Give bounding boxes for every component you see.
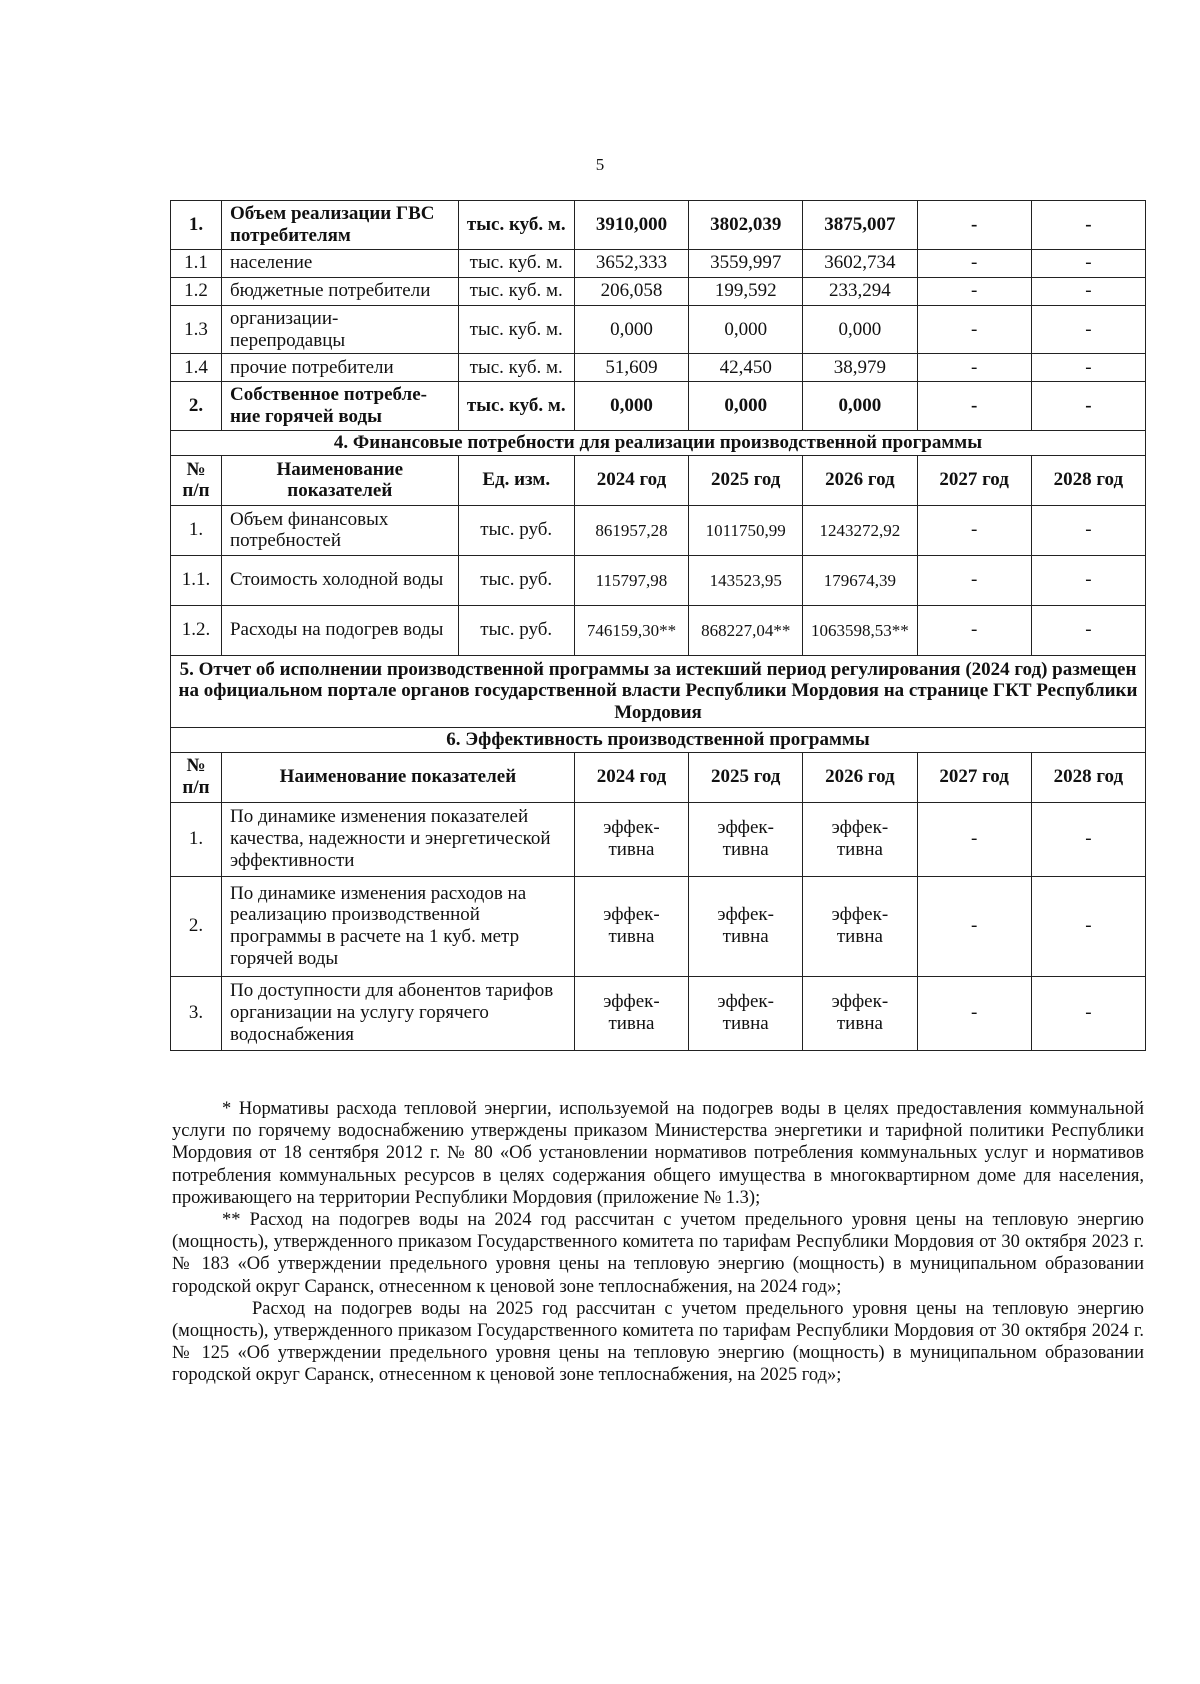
row-number: 2. bbox=[171, 382, 222, 431]
value-2028: - bbox=[1031, 505, 1145, 555]
header-row bbox=[171, 455, 1146, 505]
value-2026: эффек-тивна bbox=[803, 976, 917, 1050]
section-5-title: 5. Отчет об исполнении производственной программы за истекший период регулирования (2024 год) размещен на официальном портале органов государственной власти Республики Мордовия на странице ГКТ Республики Мордовия bbox=[171, 655, 1146, 727]
footnote-1: * Нормативы расхода тепловой энергии, используемой на подогрев воды в целях предоставления коммунальной услуги по горячему водоснабжению утверждены приказом Министерства энергетики и тарифной политики Республики Мордовия от 18 сентября 2012 г. № 80 «Об установлении нормативов потребления коммунальных услуг и нормативов потребления коммунальных ресурсов в целях содержания общего имущества в многоквартирном доме для населения, проживающего на территории Республики Мордовия (приложение № 1.3); bbox=[172, 1099, 1144, 1208]
row-unit: тыс. куб. м. bbox=[458, 354, 574, 382]
value-2024: эффек-тивна bbox=[574, 876, 688, 976]
value-2025: 0,000 bbox=[689, 382, 803, 431]
table-row bbox=[171, 277, 1146, 305]
header-row bbox=[171, 752, 1146, 802]
value-2026: 3875,007 bbox=[803, 201, 917, 250]
value-2024: 0,000 bbox=[574, 305, 688, 354]
row-unit: тыс. руб. bbox=[458, 555, 574, 605]
row-unit: тыс. куб. м. bbox=[458, 201, 574, 250]
header-2027: 2027 год bbox=[917, 455, 1031, 505]
table-row bbox=[171, 555, 1146, 605]
value-2028: - bbox=[1031, 555, 1145, 605]
section-4-title: 4. Финансовые потребности для реализации производственной программы bbox=[171, 431, 1146, 456]
table-row bbox=[171, 201, 1146, 250]
header-2024: 2024 год bbox=[574, 455, 688, 505]
section-6-title: 6. Эффективность производственной программы bbox=[171, 727, 1146, 752]
value-2025: эффек-тивна bbox=[689, 976, 803, 1050]
value-2025: 3802,039 bbox=[689, 201, 803, 250]
value-2025: 143523,95 bbox=[689, 555, 803, 605]
value-2028: - bbox=[1031, 277, 1145, 305]
value-2024: 206,058 bbox=[574, 277, 688, 305]
value-2027: - bbox=[917, 976, 1031, 1050]
value-2026: 0,000 bbox=[803, 382, 917, 431]
value-2028: - bbox=[1031, 249, 1145, 277]
row-name: По динамике изменения показателей качества, надежности и энергетической эффективности bbox=[221, 802, 574, 876]
table-row bbox=[171, 802, 1146, 876]
header-name: Наименование показателей bbox=[221, 752, 574, 802]
value-2027: - bbox=[917, 382, 1031, 431]
table-row bbox=[171, 354, 1146, 382]
value-2028: - bbox=[1031, 976, 1145, 1050]
row-name: Объем реализации ГВС потребителям bbox=[221, 201, 458, 250]
footnote-2: ** Расход на подогрев воды на 2024 год рассчитан с учетом предельного уровня цены на тепловую энергию (мощность), утвержденного приказом Государственного комитета по тарифам Республики Мордовия от 30 октября 2023 г. № 183 «Об утверждении предельного уровня цены на тепловую энергию (мощность) в муниципальном образовании городской округ Саранск, отнесенном к ценовой зоне теплоснабжения, на 2024 год»; bbox=[172, 1209, 1144, 1297]
value-2024: эффек-тивна bbox=[574, 802, 688, 876]
header-number: № п/п bbox=[171, 455, 222, 505]
row-number: 2. bbox=[171, 876, 222, 976]
row-unit: тыс. куб. м. bbox=[458, 277, 574, 305]
value-2024: 861957,28 bbox=[574, 505, 688, 555]
row-unit: тыс. куб. м. bbox=[458, 249, 574, 277]
row-unit: тыс. куб. м. bbox=[458, 382, 574, 431]
row-unit: тыс. руб. bbox=[458, 505, 574, 555]
table-row bbox=[171, 605, 1146, 655]
value-2026: 1243272,92 bbox=[803, 505, 917, 555]
value-2026: эффек-тивна bbox=[803, 876, 917, 976]
program-table bbox=[170, 200, 1146, 1051]
value-2026: 38,979 bbox=[803, 354, 917, 382]
value-2027: - bbox=[917, 605, 1031, 655]
row-number: 1. bbox=[171, 802, 222, 876]
value-2027: - bbox=[917, 802, 1031, 876]
section-title-row bbox=[171, 431, 1146, 456]
header-2025: 2025 год bbox=[689, 455, 803, 505]
value-2024: эффек-тивна bbox=[574, 976, 688, 1050]
value-2026: 179674,39 bbox=[803, 555, 917, 605]
row-name: Собственное потребле-ние горячей воды bbox=[221, 382, 458, 431]
value-2027: - bbox=[917, 354, 1031, 382]
value-2028: - bbox=[1031, 605, 1145, 655]
row-name: прочие потребители bbox=[221, 354, 458, 382]
value-2027: - bbox=[917, 277, 1031, 305]
header-2026: 2026 год bbox=[803, 752, 917, 802]
value-2025: 42,450 bbox=[689, 354, 803, 382]
row-number: 3. bbox=[171, 976, 222, 1050]
value-2028: - bbox=[1031, 802, 1145, 876]
row-name: По доступности для абонентов тарифов организации на услугу горячего водоснабжения bbox=[221, 976, 574, 1050]
row-name: По динамике изменения расходов на реализацию производственной программы в расчете на 1 куб. метр горячей воды bbox=[221, 876, 574, 976]
value-2024: 0,000 bbox=[574, 382, 688, 431]
row-name: население bbox=[221, 249, 458, 277]
row-number: 1.2. bbox=[171, 605, 222, 655]
header-name: Наименование показателей bbox=[221, 455, 458, 505]
value-2027: - bbox=[917, 505, 1031, 555]
value-2026: эффек-тивна bbox=[803, 802, 917, 876]
value-2028: - bbox=[1031, 201, 1145, 250]
value-2027: - bbox=[917, 305, 1031, 354]
value-2024: 51,609 bbox=[574, 354, 688, 382]
table-row bbox=[171, 976, 1146, 1050]
value-2027: - bbox=[917, 201, 1031, 250]
page-number: 5 bbox=[595, 155, 605, 174]
row-number: 1.3 bbox=[171, 305, 222, 354]
value-2024: 3652,333 bbox=[574, 249, 688, 277]
value-2028: - bbox=[1031, 354, 1145, 382]
row-unit: тыс. руб. bbox=[458, 605, 574, 655]
value-2025: эффек-тивна bbox=[689, 876, 803, 976]
row-number: 1.2 bbox=[171, 277, 222, 305]
value-2024: 746159,30** bbox=[574, 605, 688, 655]
value-2028: - bbox=[1031, 876, 1145, 976]
header-2027: 2027 год bbox=[917, 752, 1031, 802]
row-unit: тыс. куб. м. bbox=[458, 305, 574, 354]
header-2028: 2028 год bbox=[1031, 752, 1145, 802]
value-2025: 0,000 bbox=[689, 305, 803, 354]
table-row bbox=[171, 249, 1146, 277]
value-2028: - bbox=[1031, 305, 1145, 354]
value-2025: 3559,997 bbox=[689, 249, 803, 277]
value-2027: - bbox=[917, 249, 1031, 277]
header-unit: Ед. изм. bbox=[458, 455, 574, 505]
value-2027: - bbox=[917, 876, 1031, 976]
value-2026: 233,294 bbox=[803, 277, 917, 305]
row-name: бюджетные потребители bbox=[221, 277, 458, 305]
row-number: 1.1. bbox=[171, 555, 222, 605]
row-name: организации-перепродавцы bbox=[221, 305, 458, 354]
header-2026: 2026 год bbox=[803, 455, 917, 505]
value-2026: 3602,734 bbox=[803, 249, 917, 277]
section-title-row bbox=[171, 727, 1146, 752]
table-row bbox=[171, 876, 1146, 976]
value-2028: - bbox=[1031, 382, 1145, 431]
value-2026: 0,000 bbox=[803, 305, 917, 354]
value-2024: 115797,98 bbox=[574, 555, 688, 605]
header-2028: 2028 год bbox=[1031, 455, 1145, 505]
row-name: Стоимость холодной воды bbox=[221, 555, 458, 605]
footnote-3: Расход на подогрев воды на 2025 год рассчитан с учетом предельного уровня цены на тепловую энергию (мощность), утвержденного приказом Государственного комитета по тарифам Республики Мордовия от 30 октября 2024 г. № 125 «Об утверждении предельного уровня цены на тепловую энергию (мощность) в муниципальном образовании городской округ Саранск, отнесенном к ценовой зоне теплоснабжения, на 2025 год»; bbox=[172, 1298, 1144, 1386]
row-name: Расходы на подогрев воды bbox=[221, 605, 458, 655]
table-row bbox=[171, 505, 1146, 555]
header-number: № п/п bbox=[171, 752, 222, 802]
value-2025: 199,592 bbox=[689, 277, 803, 305]
value-2024: 3910,000 bbox=[574, 201, 688, 250]
value-2025: 1011750,99 bbox=[689, 505, 803, 555]
row-number: 1.1 bbox=[171, 249, 222, 277]
row-number: 1. bbox=[171, 505, 222, 555]
table-row bbox=[171, 382, 1146, 431]
row-name: Объем финансовых потребностей bbox=[221, 505, 458, 555]
value-2027: - bbox=[917, 555, 1031, 605]
value-2026: 1063598,53** bbox=[803, 605, 917, 655]
row-number: 1. bbox=[171, 201, 222, 250]
header-2024: 2024 год bbox=[574, 752, 688, 802]
footnotes bbox=[172, 1098, 1144, 1386]
section-title-row bbox=[171, 655, 1146, 727]
row-number: 1.4 bbox=[171, 354, 222, 382]
table-row bbox=[171, 305, 1146, 354]
value-2025: эффек-тивна bbox=[689, 802, 803, 876]
header-2025: 2025 год bbox=[689, 752, 803, 802]
value-2025: 868227,04** bbox=[689, 605, 803, 655]
